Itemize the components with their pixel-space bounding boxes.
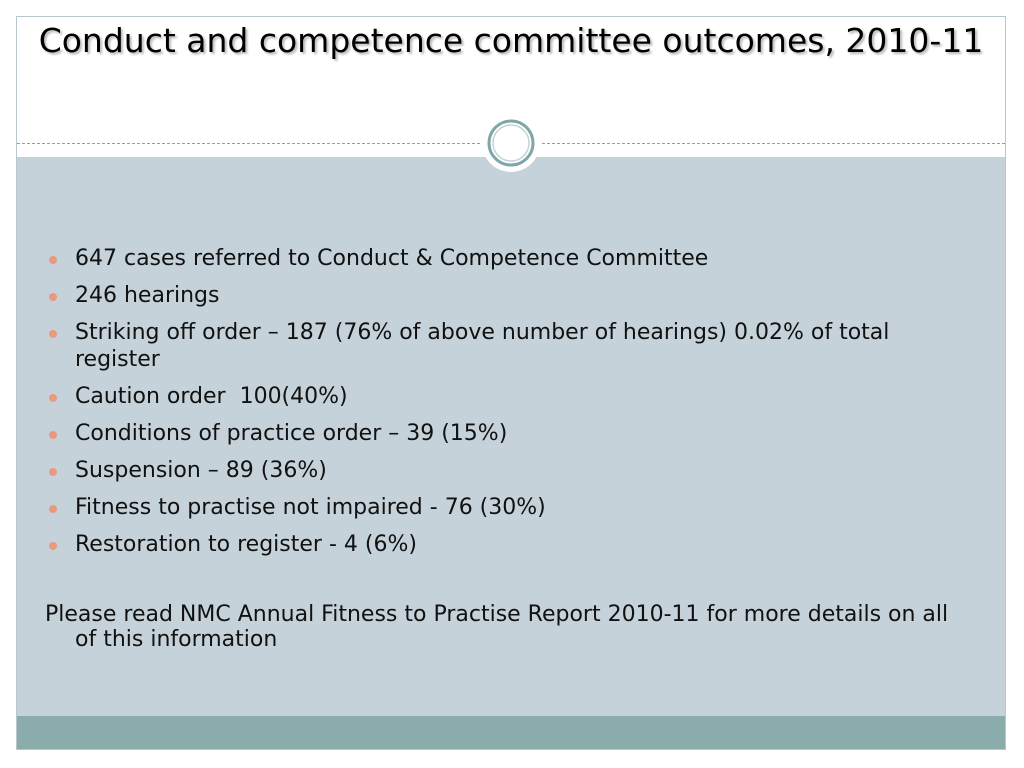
bullet-icon xyxy=(49,505,57,513)
list-item: Caution order 100(40%) xyxy=(45,383,975,410)
bullet-icon xyxy=(49,431,57,439)
list-item: 647 cases referred to Conduct & Competence Committee xyxy=(45,245,975,272)
bullet-icon xyxy=(49,542,57,550)
list-item: 246 hearings xyxy=(45,282,975,309)
list-item: Conditions of practice order – 39 (15%) xyxy=(45,420,975,447)
bullet-icon xyxy=(49,256,57,264)
slide xyxy=(16,16,1006,750)
slide-title: Conduct and competence committee outcomes, 2010-11 xyxy=(38,21,984,60)
list-item: Fitness to practise not impaired - 76 (30%) xyxy=(45,494,975,521)
list-item: Restoration to register - 4 (6%) xyxy=(45,531,975,558)
bullet-icon xyxy=(49,394,57,402)
list-item: Suspension – 89 (36%) xyxy=(45,457,975,484)
circle-ornament-icon xyxy=(481,113,541,173)
list-item: Striking off order – 187 (76% of above number of hearings) 0.02% of total register xyxy=(45,319,975,373)
reference-note: Please read NMC Annual Fitness to Practise Report 2010-11 for more details on all of this information xyxy=(45,602,949,652)
bullet-icon xyxy=(49,293,57,301)
bullet-icon xyxy=(49,330,57,338)
bullet-icon xyxy=(49,468,57,476)
footer-bar xyxy=(17,716,1005,749)
bullet-list xyxy=(45,245,975,568)
